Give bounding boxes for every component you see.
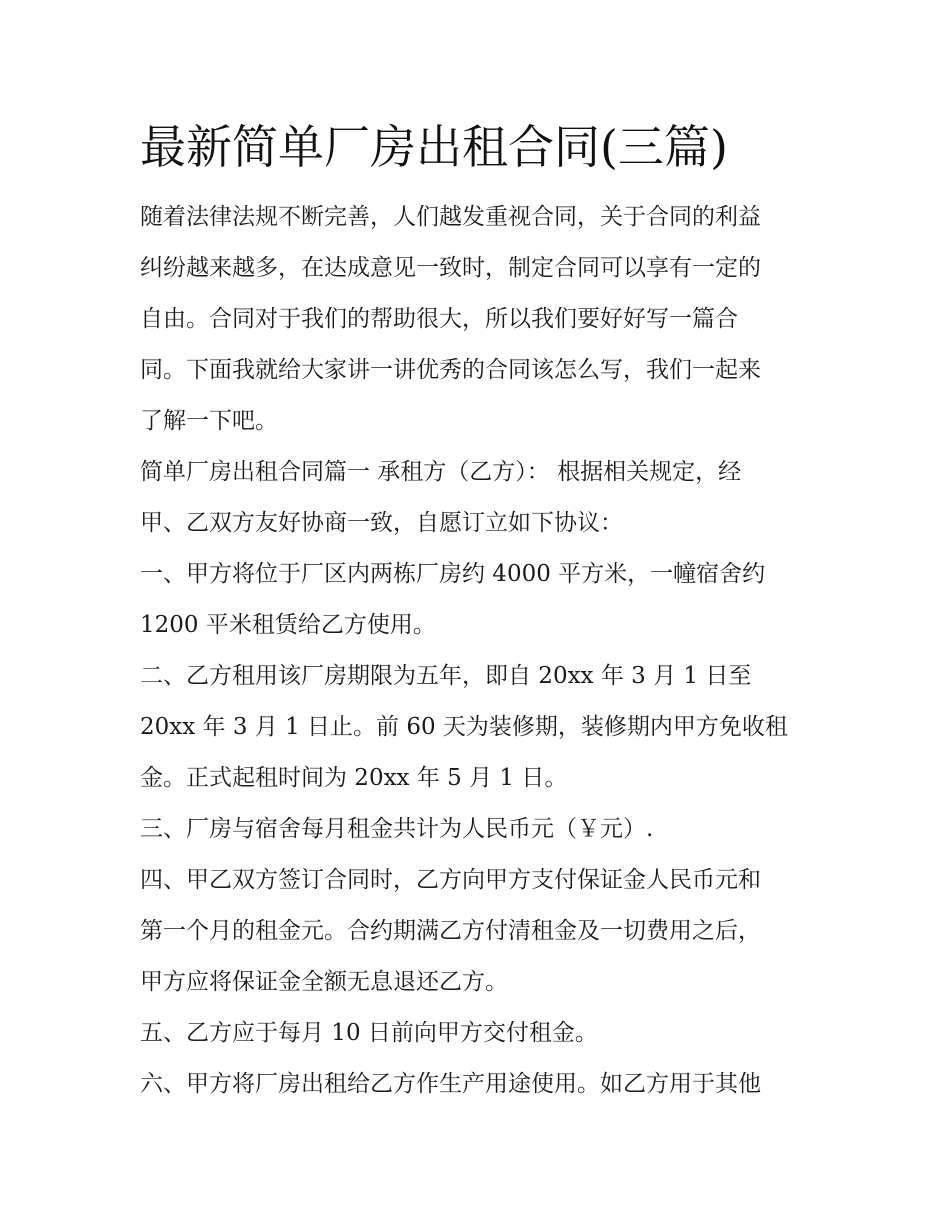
paragraph-line: 同。下面我就给大家讲一讲优秀的合同该怎么写，我们一起来 [140,357,761,383]
paragraph-line: 一、甲方将位于厂区内两栋厂房约 4000 平方米，一幢宿舍约 [140,561,766,587]
paragraph-line: 自由。合同对于我们的帮助很大，所以我们要好好写一篇合 [140,306,738,332]
paragraph-line: 随着法律法规不断完善，人们越发重视合同，关于合同的利益 [140,204,761,230]
paragraph-line: 简单厂房出租合同篇一 承租方（乙方）： 根据相关规定，经 [140,459,742,485]
paragraph-line: 甲、乙双方友好协商一致，自愿订立如下协议： [140,510,623,536]
paragraph-line: 六、甲方将厂房出租给乙方作生产用途使用。如乙方用于其他 [140,1071,761,1097]
paragraph-line: 了解一下吧。 [140,408,278,434]
paragraph-line: 纠纷越来越多，在达成意见一致时，制定合同可以享有一定的 [140,255,761,281]
paragraph-line: 四、甲乙双方签订合同时，乙方向甲方支付保证金人民币元和 [140,867,761,893]
paragraph-line: 金。正式起租时间为 20xx 年 5 月 1 日。 [140,765,568,791]
paragraph-line: 1200 平米租赁给乙方使用。 [140,612,436,638]
paragraph-line: 二、乙方租用该厂房期限为五年，即自 20xx 年 3 月 1 日至 [140,663,752,689]
document-title: 最新简单厂房出租合同(三篇) [140,120,728,174]
paragraph-line: 三、厂房与宿舍每月租金共计为人民币元（￥元）. [140,816,654,842]
paragraph-line: 甲方应将保证金全额无息退还乙方。 [140,969,508,995]
paragraph-line: 20xx 年 3 月 1 日止。前 60 天为装修期，装修期内甲方免收租 [140,714,788,740]
paragraph-line: 第一个月的租金元。合约期满乙方付清租金及一切费用之后， [140,918,761,944]
paragraph-line: 五、乙方应于每月 10 日前向甲方交付租金。 [140,1020,598,1046]
